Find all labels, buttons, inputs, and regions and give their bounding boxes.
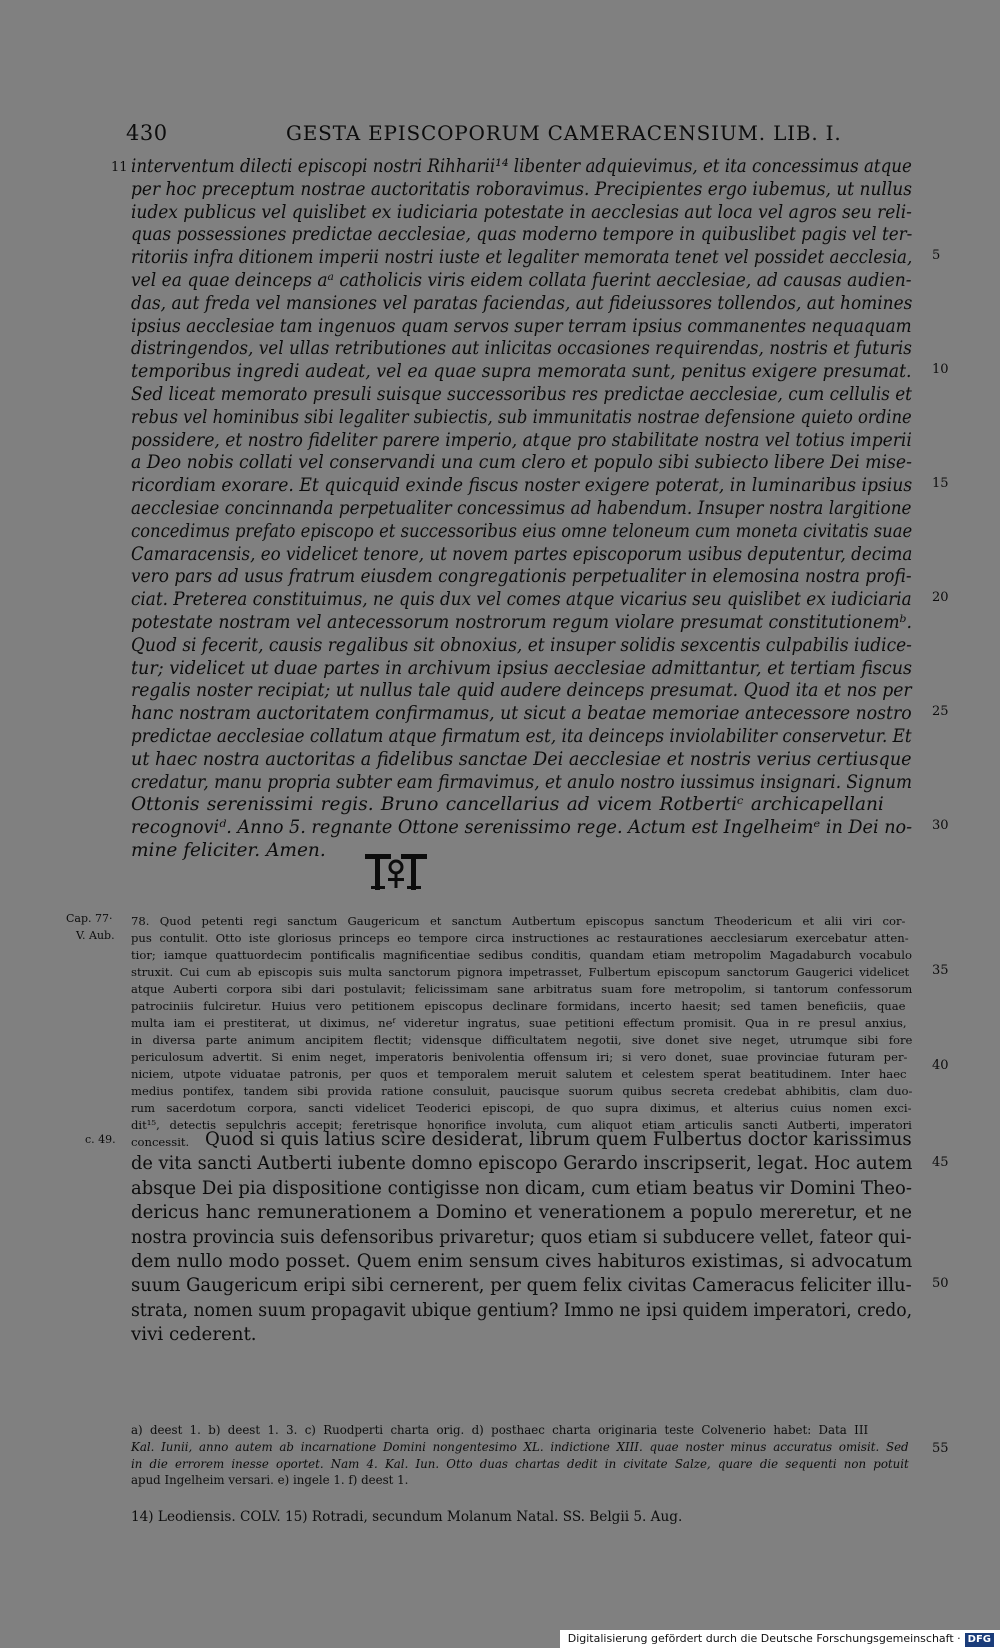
credit-text: Digitalisierung gefördert durch die Deutsche Forschungsgemeinschaft · xyxy=(567,1632,961,1645)
charter-left-margin-number: 11 xyxy=(111,160,128,175)
chapter-small-line: 78. Quod petenti regi sanctum Gaugericum et sanctum Autbertum episcopus sanctum Theodericum et alii viri cor- xyxy=(131,914,906,928)
line-number: 10 xyxy=(932,362,949,377)
footnote-line: apud Ingelheim versari. e) ingele 1. f) deest 1. xyxy=(131,1473,409,1487)
monogram-seal-icon xyxy=(363,850,429,892)
chapter-large-line: vivi cederent. xyxy=(131,1324,257,1345)
chapter-large-line: suum Gaugericum eripi sibi cernerent, per quem felix civitas Cameracus feliciter illu- xyxy=(131,1275,912,1296)
charter-line: possidere, et nostro fideliter parere imperio, atque pro stabilitate nostra vel totius imperii xyxy=(131,430,912,451)
line-number: 25 xyxy=(932,704,949,719)
chapter-small-line: rum sacerdotum corpora, sancti videlicet Teoderici episcopi, de quo supra diximus, et alterius cuius nomen exci- xyxy=(131,1101,912,1115)
charter-line: credatur, manu propria subter eam firmavimus, et anulo nostro iussimus insignari. Signum xyxy=(131,772,913,793)
dfg-logo-icon: DFG xyxy=(965,1633,994,1647)
chapter-large-line: nostra provincia suis defensoribus privaretur; quos etiam si subducere vellet, fateor qui- xyxy=(131,1227,912,1248)
chapter-large-line: strata, nomen suum propagavit ubique gentium? Immo ne ipsi quidem imperatori, credo, xyxy=(131,1300,913,1321)
charter-line: ipsius aecclesiae tam ingenuos quam servos super terram ipsius commanentes nequaquam xyxy=(131,316,912,337)
charter-line: iudex publicus vel quislibet ex iudiciaria potestate in aecclesias aut loca vel agros seu reli- xyxy=(131,202,912,223)
running-title: GESTA EPISCOPORUM CAMERACENSIUM. LIB. I. xyxy=(286,121,842,145)
charter-line: regalis noster recipiat; ut nullus tale quid audere deinceps presumat. Quod ita et nos per xyxy=(131,680,912,701)
charter-line: distringendos, vel ullas retributiones aut inlicitas occasiones requirendas, nostris et futuris xyxy=(131,338,912,359)
footnote-line: Kal. Iunii, anno autem ab incarnatione Domini nongentesimo XL. indictione XIII. quae noster minus accuratus omisit. Sed xyxy=(131,1440,909,1454)
charter-line: ricordiam exorare. Et quicquid exinde fiscus noster exigere poterat, in luminaribus ipsius xyxy=(131,475,913,496)
numbered-notes: 14) Leodiensis. COLV. 15) Rotradi, secundum Molanum Natal. SS. Belgii 5. Aug. xyxy=(131,1509,683,1525)
charter-line: das, aut freda vel mansiones vel paratas faciendas, aut fideiussores tollendos, aut homines xyxy=(131,293,913,314)
line-number: 50 xyxy=(932,1276,949,1291)
charter-line: Camaracensis, eo videlicet tenore, ut novem partes episcoporum usibus deputentur, decima xyxy=(131,544,913,565)
chapter-small-line: concessit. xyxy=(131,1135,190,1149)
footnote-line: in die errorem inesse oportet. Nam 4. Kal. Iun. Otto duas chartas dedit in civitate Salze, quare die sequenti non potuit xyxy=(131,1457,909,1471)
chapter-large-line: dericus hanc remunerationem a Domino et venerationem a populo mereretur, et ne xyxy=(131,1202,912,1223)
chapter-small-line: patrociniis fulciretur. Huius vero petitionem episcopus declinare formidans, incerto haesit; sed tamen beneficiis, quae xyxy=(131,999,906,1013)
chapter-small-line: struxit. Cui cum ab episcopis suis multa sanctorum pignora impetrasset, Fulbertum episcopum sanctorum Gaugerici videlicet xyxy=(131,965,910,979)
line-number: 55 xyxy=(932,1440,949,1456)
charter-line: temporibus ingredi audeat, vel ea quae supra memorata sunt, penitus exigere presumat. xyxy=(131,361,912,382)
charter-line: potestate nostram vel antecessorum nostrorum regum violare presumat constitutionemᵇ. xyxy=(131,612,912,633)
footnote-line: a) deest 1. b) deest 1. 3. c) Ruodperti charta orig. d) posthaec charta originaria teste Colvenerio habet: Data III xyxy=(131,1423,869,1437)
chapter-large-line: de vita sancti Autberti iubente domno episcopo Gerardo inscripserit, legat. Hoc autem xyxy=(131,1153,913,1174)
line-number: 30 xyxy=(932,818,949,833)
chapter-small-line: multa iam ei prestiterat, ut diximus, neᶠ videretur ingratus, suae petitioni effectum promisit. Qua in re presul anxius, xyxy=(131,1016,907,1030)
line-number: 20 xyxy=(932,590,949,605)
chapter-small-line: tior; iamque quattuordecim pontificalis magnificentiae sedibus conditis, quandam etiam metropolim Magadaburch vocabulo xyxy=(131,948,912,962)
charter-line: Sed liceat memorato presuli suisque successoribus res predictae aecclesiae, cum cellulis et xyxy=(131,384,912,405)
line-number: 40 xyxy=(932,1058,949,1073)
charter-line: ut haec nostra auctoritas a fidelibus sanctae Dei aecclesiae et nostris verius certiusque xyxy=(131,749,912,770)
chapter-large-line: Quod si quis latius scire desiderat, librum quem Fulbertus doctor karissimus xyxy=(205,1129,912,1150)
chapter-large-line: absque Dei pia dispositione contigisse non dicam, cum etiam beatus vir Domini Theo- xyxy=(131,1178,912,1199)
digitization-credit xyxy=(560,1630,1000,1648)
chapter-small-line: in diversa parte animum ancipitem flectit; vidensque difficultatem negotii, sive donet sive neget, utrumque sibi fore xyxy=(131,1033,913,1047)
charter-line: a Deo nobis collati vel conservandi una cum clero et populo sibi subiecto libere Dei mise- xyxy=(131,452,912,473)
charter-line: mine feliciter. Amen. xyxy=(131,840,326,861)
charter-line: concedimus prefato episcopo et successoribus eius omne teloneum cum moneta civitatis suae xyxy=(131,521,913,542)
chapter-small-line: atque Auberti corpora sibi dari postulavit; felicissimam sane arbitratus suam fore metropolim, si tantorum confessorum xyxy=(131,982,913,996)
charter-line: vel ea quae deinceps aᵃ catholicis viris eidem collata fuerint aecclesiae, ad causas audien- xyxy=(131,270,912,291)
charter-line: vero pars ad usus fratrum eiusdem congregationis perpetualiter in elemosina nostra profi- xyxy=(131,566,912,587)
chapter-large-line: dem nullo modo posset. Quem enim sensum cives habituros existimas, si advocatum xyxy=(131,1251,913,1272)
line-number: 35 xyxy=(932,963,949,978)
chapter-small-line: pus contulit. Otto iste gloriosus princeps eo tempore circa instructiones ac restaurationes aecclesiarum exercebatur atten- xyxy=(131,931,909,945)
chapter-small-line: periculosum advertit. Si enim neget, imperatoris benivolentia offensum iri; si vero donet, suae provinciae futuram per- xyxy=(131,1050,908,1064)
charter-line: ciat. Preterea constituimus, ne quis dux vel comes atque vicarius seu quislibet ex iudiciaria xyxy=(131,589,912,610)
charter-line: rebus vel hominibus sibi legaliter subiectis, sub immunitatis nostrae defensione quieto ordine xyxy=(131,407,912,428)
charter-line: tur; videlicet ut duae partes in archivum ipsius aecclesiae admittantur, et tertiam fiscus xyxy=(131,658,913,679)
source-reference: V. Aub. xyxy=(76,929,115,942)
line-number: 15 xyxy=(932,476,949,491)
charter-line: interventum dilecti episcopi nostri Rihharii¹⁴ libenter adquievimus, et ita concessimus atque xyxy=(131,156,912,177)
charter-line: ritoriis infra ditionem imperii nostri iuste et legaliter memorata tenet vel possidet aecclesia, xyxy=(131,247,913,268)
chapter-small-line: medius pontifex, tandem sibi provida ratione consuluit, paucisque suorum quibus secreta credebat abhibitis, clam duo- xyxy=(131,1084,913,1098)
charter-line: hanc nostram auctoritatem confirmamus, ut sicut a beatae memoriae antecessore nostro xyxy=(131,703,912,724)
page-number: 430 xyxy=(126,121,168,145)
charter-line: quas possessiones predictae aecclesiae, quas moderno tempore in quibuslibet pagis vel ter- xyxy=(131,224,913,245)
charter-line: predictae aecclesiae collatum atque firmatum est, ita deinceps inviolabiliter conservetur. Et xyxy=(131,726,912,747)
charter-line: per hoc preceptum nostrae auctoritatis roboravimus. Precipientes ergo iubemus, ut nullus xyxy=(131,179,912,200)
running-header xyxy=(0,121,1000,149)
charter-line: Ottonis serenissimi regis. Bruno cancellarius ad vicem Rotbertiᶜ archicapellani xyxy=(131,794,884,815)
chapter-small-line: niciem, utpote viduatae patronis, per quos et temporalem meruit salutem et celestem sperat beatitudinem. Inter haec xyxy=(131,1067,907,1081)
charter-line: recognoviᵈ. Anno 5. regnante Ottone serenissimo rege. Actum est Ingelheimᵉ in Dei no- xyxy=(131,817,913,838)
charter-line: aecclesiae concinnanda perpetualiter concessimus ad habendum. Insuper nostra largitione xyxy=(131,498,912,519)
charter-line: Quod si fecerit, causis regalibus sit obnoxius, et insuper solidis sexcentis culpabilis iudice- xyxy=(131,635,912,656)
line-number: 45 xyxy=(932,1155,949,1170)
chapter-small-line: dit¹⁵, detectis sepulchris accepit; feretrisque honorifice involuta, cum aliquot etiam articulis sancti Autberti, imperatori xyxy=(131,1118,912,1132)
source-chapter-reference: c. 49. xyxy=(85,1133,116,1146)
chapter-reference: Cap. 77· xyxy=(66,912,113,925)
line-number: 5 xyxy=(932,248,941,263)
